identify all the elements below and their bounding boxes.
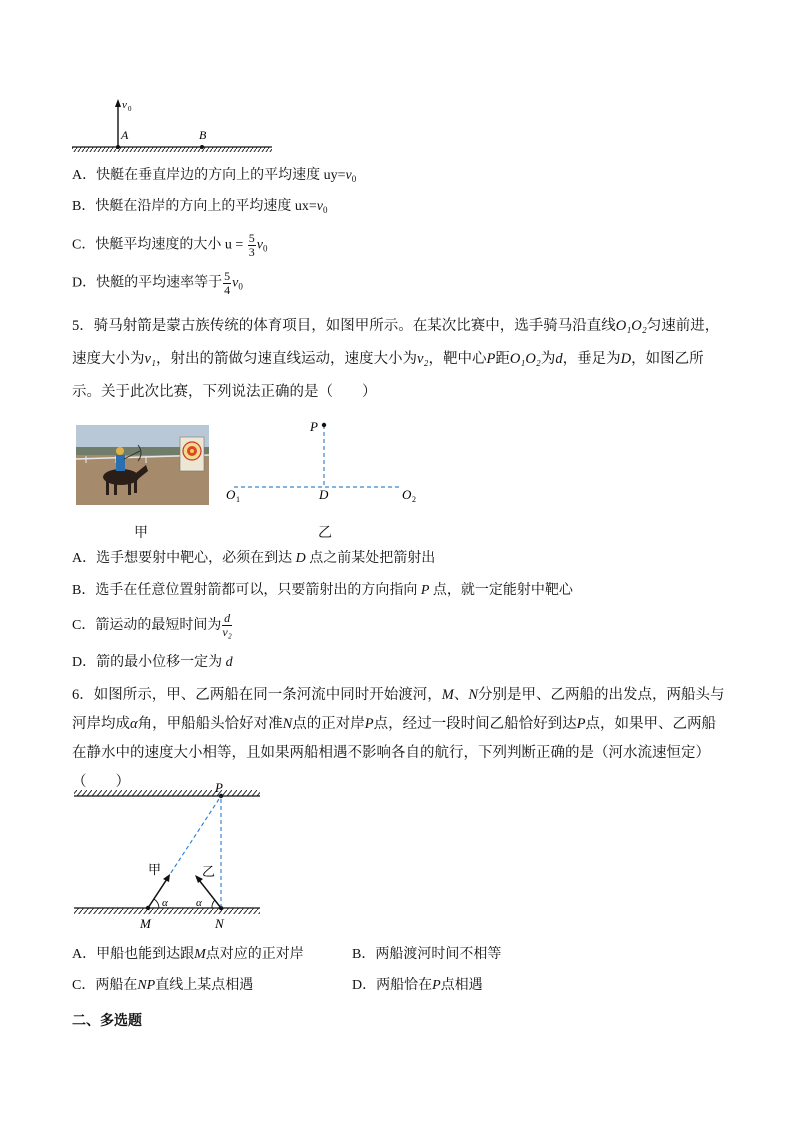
q6-option-c[interactable]: C．两船在NP直线上某点相遇 [72, 978, 254, 993]
q6-stem: 6．如图所示，甲、乙两船在同一条河流中同时开始渡河，M、N分别是甲、乙两船的出发点，两船头与 河岸均成α角，甲船船头恰好对准N点的正对岸P点，经过一段时间乙船恰好到达P点，如果甲、乙两船 在静水中的速度大小相等，且如果两船相遇不影响各自的航行，下列判断正确的是（河水流速恒定）（ ） [72, 687, 725, 790]
fig-point-d: D [319, 487, 329, 502]
fig-o2-sub: 2 [412, 495, 416, 504]
fig-label-yi: 乙 [318, 526, 332, 541]
q5-option-a[interactable]: A．选手想要射中靶心，必须在到达 D 点之前某处把箭射出 [72, 551, 436, 566]
figure-river-boats [72, 778, 272, 930]
fig6-label-jia: 甲 [148, 862, 162, 877]
figure-bank-ab [72, 95, 272, 157]
q6-option-b[interactable]: B．两船渡河时间不相等 [352, 947, 502, 962]
figure-archery-diagram [222, 415, 432, 510]
fig6-alpha-m: α [162, 897, 168, 909]
q4-option-b[interactable]: B．快艇在沿岸的方向上的平均速度 $ux=v_0$ [72, 199, 328, 215]
fig-point-p: P [310, 419, 318, 434]
fig6-point-n: N [215, 916, 224, 930]
fig6-point-p: P [215, 780, 223, 795]
fig-v0-label: v [122, 99, 127, 111]
q6-option-a[interactable]: A．甲船也能到达跟M点对应的正对岸 [72, 947, 304, 962]
q5-stem: 5．骑马射箭是蒙古族传统的体育项目，如图甲所示。在某次比赛中，选手骑马沿直线O₁O₂匀速前进，速度大小为v₁，射出的箭做匀速直线运动，速度大小为v₂，靶中心P距O₁O₂为d，垂足为D，如图乙所示。关于此次比赛，下列说法正确的是（ ） [72, 318, 720, 400]
fig-label-jia: 甲 [134, 526, 148, 541]
fig-point-b: B [199, 128, 207, 142]
q5-option-c[interactable]: C．箭运动的最短时间为 $\frac{d}{\text{v₂}}$ [72, 611, 232, 640]
fraction: $\frac{5}{4}$ [224, 269, 231, 297]
fig-point-a: A [121, 128, 129, 142]
fraction: $\frac{5}{3}$ [248, 231, 255, 259]
q5-option-b[interactable]: B．选手在任意位置射箭都可以，只要箭射出的方向指向 P 点，就一定能射中靶心 [72, 583, 573, 598]
section-heading: 二、多选题 [72, 1014, 142, 1029]
q6-option-d[interactable]: D．两船恰在P点相遇 [352, 978, 483, 993]
fig-point-o1: O [226, 487, 236, 502]
q4-option-c[interactable]: C．快艇平均速度的大小 u = $\frac{5}{3}$ $v_0$ [72, 231, 268, 259]
q4-option-a[interactable]: A．快艇在垂直岸边的方向上的平均速度 $uy=v_0$ [72, 168, 357, 184]
q4-option-d[interactable]: D．快艇的平均速率等于 $\frac{5}{4}$ $v_0$ [72, 269, 243, 297]
fig-o1-sub: 1 [236, 495, 240, 504]
fig-v0-sub: 0 [128, 105, 132, 113]
q5-option-d[interactable]: D．箭的最小位移一定为 d [72, 655, 233, 670]
fig6-point-m: M [140, 916, 151, 930]
fig6-alpha-n: α [196, 897, 202, 909]
fig-point-o2: O [402, 487, 412, 502]
fraction: $\frac{d}{\text{v₂}}$ [222, 611, 232, 640]
horse-archery-photo [76, 425, 209, 505]
fig6-label-yi: 乙 [202, 864, 216, 879]
